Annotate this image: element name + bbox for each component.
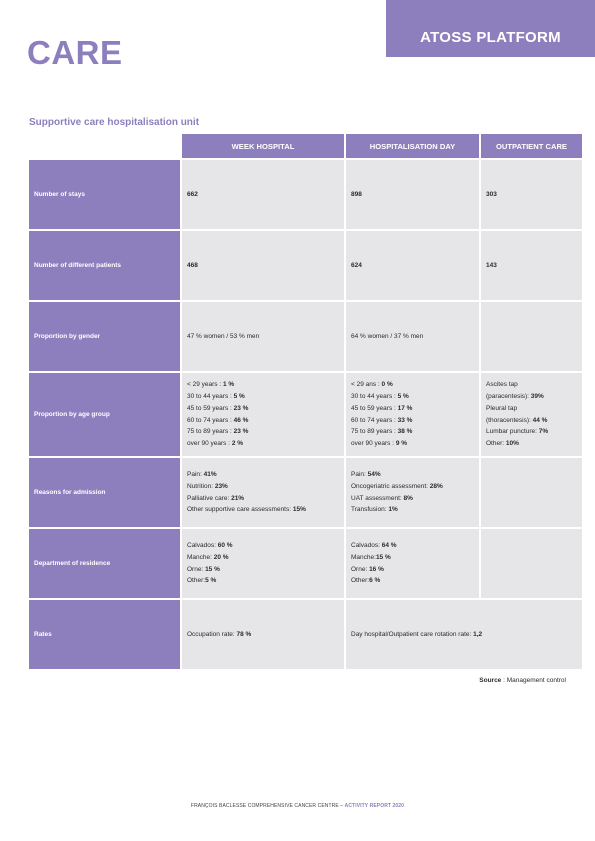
occupation-rate-label: Occupation rate:	[187, 630, 237, 638]
table-cell	[481, 458, 582, 527]
table-cell	[182, 529, 344, 598]
cell-value: 64 %	[381, 541, 397, 549]
cell-value: 16 %	[369, 565, 384, 573]
column-header: OUTPATIENT CARE	[481, 134, 582, 158]
table-cell	[481, 373, 582, 456]
table-cell	[182, 458, 344, 527]
cell-value: 23%	[214, 482, 228, 490]
cell-text: Palliative care:	[187, 494, 232, 502]
cell-value: 5 %	[397, 392, 409, 400]
cell-text: Oncogeriatric assessment:	[351, 482, 430, 490]
cell-value: 28%	[429, 482, 443, 490]
cell-text: 60 to 74 years :	[187, 416, 234, 424]
table-cell	[346, 373, 479, 456]
cell-line	[351, 575, 477, 587]
row-label: Proportion by gender	[29, 302, 180, 371]
cell-value: 1%	[388, 506, 398, 514]
cell-value: 1 %	[222, 381, 235, 389]
cell-text: 30 to 44 years :	[187, 392, 234, 400]
table-cell	[182, 231, 344, 300]
table-header-row	[29, 134, 582, 158]
column-header: HOSPITALISATION DAY	[346, 134, 479, 158]
cell-value: 15 %	[375, 553, 391, 561]
table-row	[29, 458, 582, 527]
table-corner	[29, 134, 180, 158]
cell-value: 46 %	[233, 416, 249, 424]
table-cell	[481, 529, 582, 598]
cell-text: Other:	[486, 440, 506, 448]
cell-value: 0 %	[381, 381, 393, 389]
column-header: WEEK HOSPITAL	[182, 134, 344, 158]
cell-value: 5 %	[233, 392, 245, 400]
cell-line	[486, 438, 580, 450]
cell-text: Other supportive care assessments:	[187, 506, 293, 514]
table-row	[29, 529, 582, 598]
cell-line	[486, 379, 580, 391]
cell-value: 54%	[367, 470, 381, 478]
cell-line	[187, 260, 342, 272]
table-cell	[481, 160, 582, 229]
cell-value: 23 %	[233, 428, 249, 436]
cell-line	[486, 426, 580, 438]
cell-value: 21%	[231, 494, 245, 502]
cell-value: 60 %	[217, 541, 233, 549]
page-footer	[0, 803, 595, 809]
cell-line	[486, 391, 580, 403]
cell-value: 303	[486, 190, 497, 198]
cell-text: Pain:	[187, 470, 204, 478]
table-cell	[346, 458, 479, 527]
cell-line	[187, 331, 342, 343]
cell-value: 662	[187, 190, 198, 198]
cell-line	[486, 415, 580, 427]
table-cell	[346, 160, 479, 229]
table-row-rates	[29, 600, 582, 669]
row-label: Rates	[29, 600, 180, 669]
cell-text: 30 to 44 years :	[351, 392, 398, 400]
cell-value: 17 %	[397, 404, 413, 412]
row-label: Department of residence	[29, 529, 180, 598]
cell-text: Pleural tap	[486, 404, 518, 412]
cell-text: Manche:	[351, 553, 376, 561]
cell-line	[187, 564, 342, 576]
cell-text: Orne:	[187, 565, 206, 573]
cell-text: Lumbar puncture:	[486, 428, 539, 436]
cell-value: 6 %	[369, 577, 381, 585]
cell-value: 38 %	[397, 428, 413, 436]
occupation-rate-cell	[182, 600, 344, 669]
care-table	[27, 132, 584, 671]
table-cell	[346, 231, 479, 300]
cell-line	[351, 469, 477, 481]
cell-text: Pain:	[351, 470, 368, 478]
cell-value: 624	[351, 261, 362, 269]
cell-line	[187, 391, 342, 403]
cell-line	[187, 493, 342, 505]
cell-value: 898	[351, 190, 362, 198]
source-note	[479, 677, 566, 684]
cell-line	[187, 189, 342, 201]
occupation-rate-value: 78 %	[236, 630, 252, 638]
cell-value: 468	[187, 261, 198, 269]
cell-text: Transfusion:	[351, 506, 389, 514]
cell-line	[187, 469, 342, 481]
table-cell	[481, 231, 582, 300]
rotation-rate-cell	[346, 600, 582, 669]
cell-line	[351, 564, 477, 576]
cell-text: 45 to 59 years :	[187, 404, 234, 412]
cell-line	[351, 189, 477, 201]
cell-text: 45 to 59 years :	[351, 404, 398, 412]
cell-line	[486, 189, 580, 201]
cell-line	[486, 403, 580, 415]
cell-value: 5 %	[205, 577, 217, 585]
cell-text: < 29 ans :	[351, 381, 382, 389]
source-text: : Management control	[501, 677, 566, 684]
cell-line	[187, 379, 342, 391]
cell-line	[486, 260, 580, 272]
cell-value: 41%	[203, 470, 217, 478]
cell-text: over 90 years :	[187, 440, 232, 448]
cell-text: Calvados:	[351, 541, 382, 549]
cell-value: 8%	[403, 494, 413, 502]
cell-text: 75 to 89 years :	[187, 428, 234, 436]
rotation-rate-value: 1,2	[473, 630, 483, 638]
page-title: CARE	[27, 34, 123, 71]
cell-line	[187, 415, 342, 427]
table-cell	[346, 529, 479, 598]
row-label: Number of different patients	[29, 231, 180, 300]
cell-text: Ascites tap	[486, 381, 518, 389]
cell-line	[351, 481, 477, 493]
cell-value: 20 %	[213, 553, 229, 561]
cell-line	[187, 426, 342, 438]
cell-text: Nutrition:	[187, 482, 215, 490]
cell-line	[351, 331, 477, 343]
cell-line	[351, 426, 477, 438]
cell-text: Manche:	[187, 553, 214, 561]
cell-line	[187, 481, 342, 493]
source-label: Source	[479, 677, 502, 684]
cell-text: Other:	[187, 577, 206, 585]
table-cell	[481, 302, 582, 371]
cell-value: 10%	[505, 440, 519, 448]
cell-text: over 90 years :	[351, 440, 396, 448]
cell-value: 33 %	[397, 416, 413, 424]
cell-line	[351, 391, 477, 403]
cell-value: 39%	[530, 392, 544, 400]
cell-text: Other:	[351, 577, 370, 585]
cell-line	[351, 379, 477, 391]
cell-text: 60 to 74 years :	[351, 416, 398, 424]
section-title: Supportive care hospitalisation unit	[29, 117, 200, 128]
cell-text: UAT assessment:	[351, 494, 404, 502]
cell-value: 23 %	[233, 404, 249, 412]
table-cell	[182, 160, 344, 229]
platform-banner: ATOSS PLATFORM	[386, 0, 595, 57]
cell-line	[351, 415, 477, 427]
table-row	[29, 231, 582, 300]
row-label: Proportion by age group	[29, 373, 180, 456]
cell-value: 44 %	[532, 416, 548, 424]
cell-line	[351, 403, 477, 415]
cell-text: (thoracentesis):	[486, 416, 533, 424]
table-row	[29, 373, 582, 456]
cell-line	[187, 552, 342, 564]
cell-line	[187, 403, 342, 415]
cell-value: 9 %	[395, 440, 408, 448]
row-label: Number of stays	[29, 160, 180, 229]
cell-text: Orne:	[351, 565, 370, 573]
cell-value: 143	[486, 261, 497, 269]
cell-line	[351, 552, 477, 564]
table-cell	[182, 302, 344, 371]
table-cell	[182, 373, 344, 456]
cell-value: 7%	[538, 428, 549, 436]
cell-line	[351, 540, 477, 552]
cell-text: < 29 years :	[187, 381, 223, 389]
cell-line	[351, 260, 477, 272]
cell-text: 75 to 89 years :	[351, 428, 398, 436]
rotation-rate-label: Day hospital/Outpatient care rotation rate:	[351, 630, 474, 638]
footer-org: FRANÇOIS BACLESSE COMPREHENSIVE CANCER CENTRE –	[190, 803, 345, 809]
row-label: Reasons for admission	[29, 458, 180, 527]
cell-line	[351, 504, 477, 516]
cell-line	[187, 504, 342, 516]
cell-text: (paracentesis):	[486, 392, 531, 400]
cell-line	[187, 575, 342, 587]
cell-value: 15 %	[205, 565, 220, 573]
cell-value: 2 %	[231, 440, 244, 448]
table-cell	[346, 302, 479, 371]
cell-value: 15%	[292, 506, 306, 514]
cell-text: 47 % women / 53 % men	[187, 332, 260, 340]
cell-line	[351, 438, 477, 450]
table-row	[29, 302, 582, 371]
cell-text: Calvados:	[187, 541, 218, 549]
cell-line	[187, 438, 342, 450]
cell-text: 64 % women / 37 % men	[351, 332, 424, 340]
cell-line	[351, 493, 477, 505]
table-row	[29, 160, 582, 229]
footer-report: ACTIVITY REPORT 2020	[344, 803, 405, 809]
cell-line	[187, 540, 342, 552]
